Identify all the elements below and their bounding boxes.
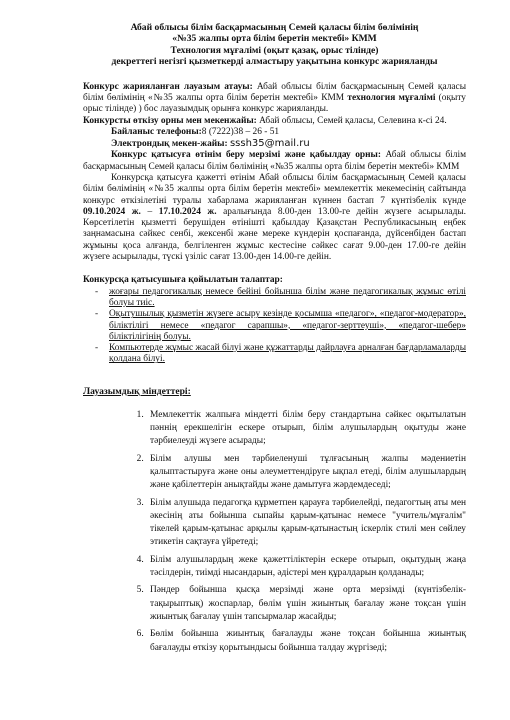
announcement-paragraph bbox=[83, 82, 466, 116]
requirements-title: Конкурсқа қатысушыға қойылатын талаптар: bbox=[83, 275, 283, 286]
duties-title: Лауазымдық міндеттері: bbox=[83, 385, 191, 397]
duty-item: 2. Білім алушы мен тәрбиеленуші тұлғасының жалпы мәдениетін қалыптастыруға және оны әлеуметтендіруге ықпал етеді, білім алушылардың және қабілеттерін анықтайды және дамытуға жәрдемдеседі; bbox=[146, 453, 466, 493]
procedure-end-date: 17.10.2024 ж. bbox=[158, 206, 217, 217]
duty-item: 1. Мемлекеттік жалпыға міндетті білім беру стандартына сәйкес оқытылатын пәннің ерекшелігін ескере отырып, білім алушылардың оқытуды және тәрбиелеуді жүзеге асырады; bbox=[146, 409, 466, 449]
location-text: Абай облысы, Семей қаласы, Селевина к-сі 24. bbox=[256, 115, 447, 126]
deadline-paragraph bbox=[83, 150, 466, 173]
announcement-text-2: (оқыту орыс тілінде) ) бос лауазымдық орынға конкурс жарияланды. bbox=[83, 92, 466, 115]
requirement-item: - Компьютерде жұмыс жасай білуі және құжаттарды дайрлауға арналған бағдарламаларды қолдана білуі. bbox=[95, 343, 466, 366]
procedure-text-2: аралығында 8.00-ден 13.00-ге дейін жүзеге асырылады. Көрсетілетін қызметті берушіден өтінішті қабылдау Қазақстан Республикасының еңбек заңнамасына сәйкес сенбі, жексенбі және мереке күндерін қоспағанда, дүйсенбіден бастап жұмыны қоса алғанда, белгіленген жұмыс кестесіне сәйкес сағат 9.00-ден 17.00-ге дейін жүзеге асырылады, түскі үзіліс сағат 13.00-ден 14.00-ге дейін. bbox=[83, 206, 466, 263]
duty-item: 6. Бөлім бойынша жиынтық бағалауды және тоқсан бойынша жиынтық бағалауды өткізу қорытындысы бойынша талдау жүргізеді; bbox=[146, 628, 466, 655]
duties-list bbox=[83, 409, 466, 655]
duty-item: 5. Пәндер бойынша қысқа мерзімді және орта мерзімді (күнтізбелік-тақырыптық) жоспарлар, бөлім үшін жиынтық бағалау және тоқсан үшін жиынтық бағалау үшін тапсырмалар жасайды; bbox=[146, 584, 466, 624]
announcement-text-1: Абай облысы білім басқармасының Семей қаласы білім бөлімінің «№35 жалпы орта білім беретін мектебі» КММ bbox=[83, 81, 466, 103]
procedure-paragraph bbox=[83, 173, 466, 263]
header-line-3: Технология мұғалімі (оқыт қазақ, орыс тілінде) bbox=[170, 44, 379, 56]
requirement-item: - жоғары педагогикалық немесе бейіні бойынша білім және педагогикалық жұмыс өтілі болуы тиіс. bbox=[95, 287, 466, 310]
procedure-text-1: Конкурсқа қатысуға қажетті өтінім Абай облысы білім басқармасының Семей қаласы білім бөлімінің «№35 жалпы орта білім беретін мектебі» мемлекеттік мекемесінің сайтында конкурс өткізілетіні туралы хабарлама жарияланған күннен бастап 7 күнтізбелік күнде bbox=[83, 173, 466, 206]
requirement-item: - Оқытушылық қызметін жүзеге асыру кезінде қосымша «педагог», «педагог-модератор», біліктілігі немесе «педагог сарапшы», «педагог-зерттеуші», «педагог-шебер» біліктілігінің болуы. bbox=[95, 309, 466, 343]
location-paragraph bbox=[83, 116, 466, 127]
procedure-start-date: 09.10.2024 ж. bbox=[83, 206, 141, 217]
requirements-list bbox=[83, 287, 466, 366]
phone-line bbox=[83, 127, 466, 138]
email-value[interactable]: sssh35@mail.ru bbox=[229, 138, 310, 150]
document-header bbox=[83, 22, 466, 68]
announcement-position: технология мұғалімі bbox=[347, 92, 436, 103]
header-line-4: декреттегі негізгі қызметкерді алмастыру уақытына конкурс жарияланды bbox=[111, 56, 438, 68]
email-label: Электрондық мекен-жайы: bbox=[111, 139, 230, 150]
deadline-label: Конкурс қатысуға өтінім беру мерзімі және қабылдау орны: bbox=[111, 150, 381, 161]
header-line-2: «№35 жалпы орта білім беретін мектебі» КММ bbox=[172, 33, 377, 45]
procedure-dash: – bbox=[140, 206, 159, 217]
phone-value: 8 (7222)38 – 26 - 51 bbox=[201, 126, 280, 137]
duty-item: 3. Білім алушыда педагогқа құрметпен қарауға тәрбиелейді, педагогтың аты мен әкесінің аты бойынша сыпайы қарым-қатынас немесе "учитель/мұғалім" тікелей қарым-қатынас арқылы қарым-қатынастың іскерлік стилі мен сөйлеу этикетін сақтауға үйретеді; bbox=[146, 497, 466, 550]
duty-item: 4. Білім алушылардың жеке қажеттіліктерін ескере отырып, оқытудың жаңа тәсілдерін, тиімді нысандарын, әдістері мен құралдарын қолданады; bbox=[146, 554, 466, 581]
announcement-label: Конкурс жарияланған лауазым атауы: bbox=[83, 81, 253, 92]
location-label: Конкурсты өткізу орны мен мекенжайы: bbox=[83, 115, 257, 126]
deadline-text: Абай облысы білім басқармасының Семей қаласы білім бөлімінің «№35 жалпы орта білім беретін мектебі» КММ bbox=[83, 150, 466, 172]
phone-label: Байланыс телефоны: bbox=[111, 126, 202, 137]
header-line-1: Абай облысы білім басқармасының Семей қаласы білім бөлімінің bbox=[130, 22, 419, 33]
email-line bbox=[83, 138, 466, 150]
